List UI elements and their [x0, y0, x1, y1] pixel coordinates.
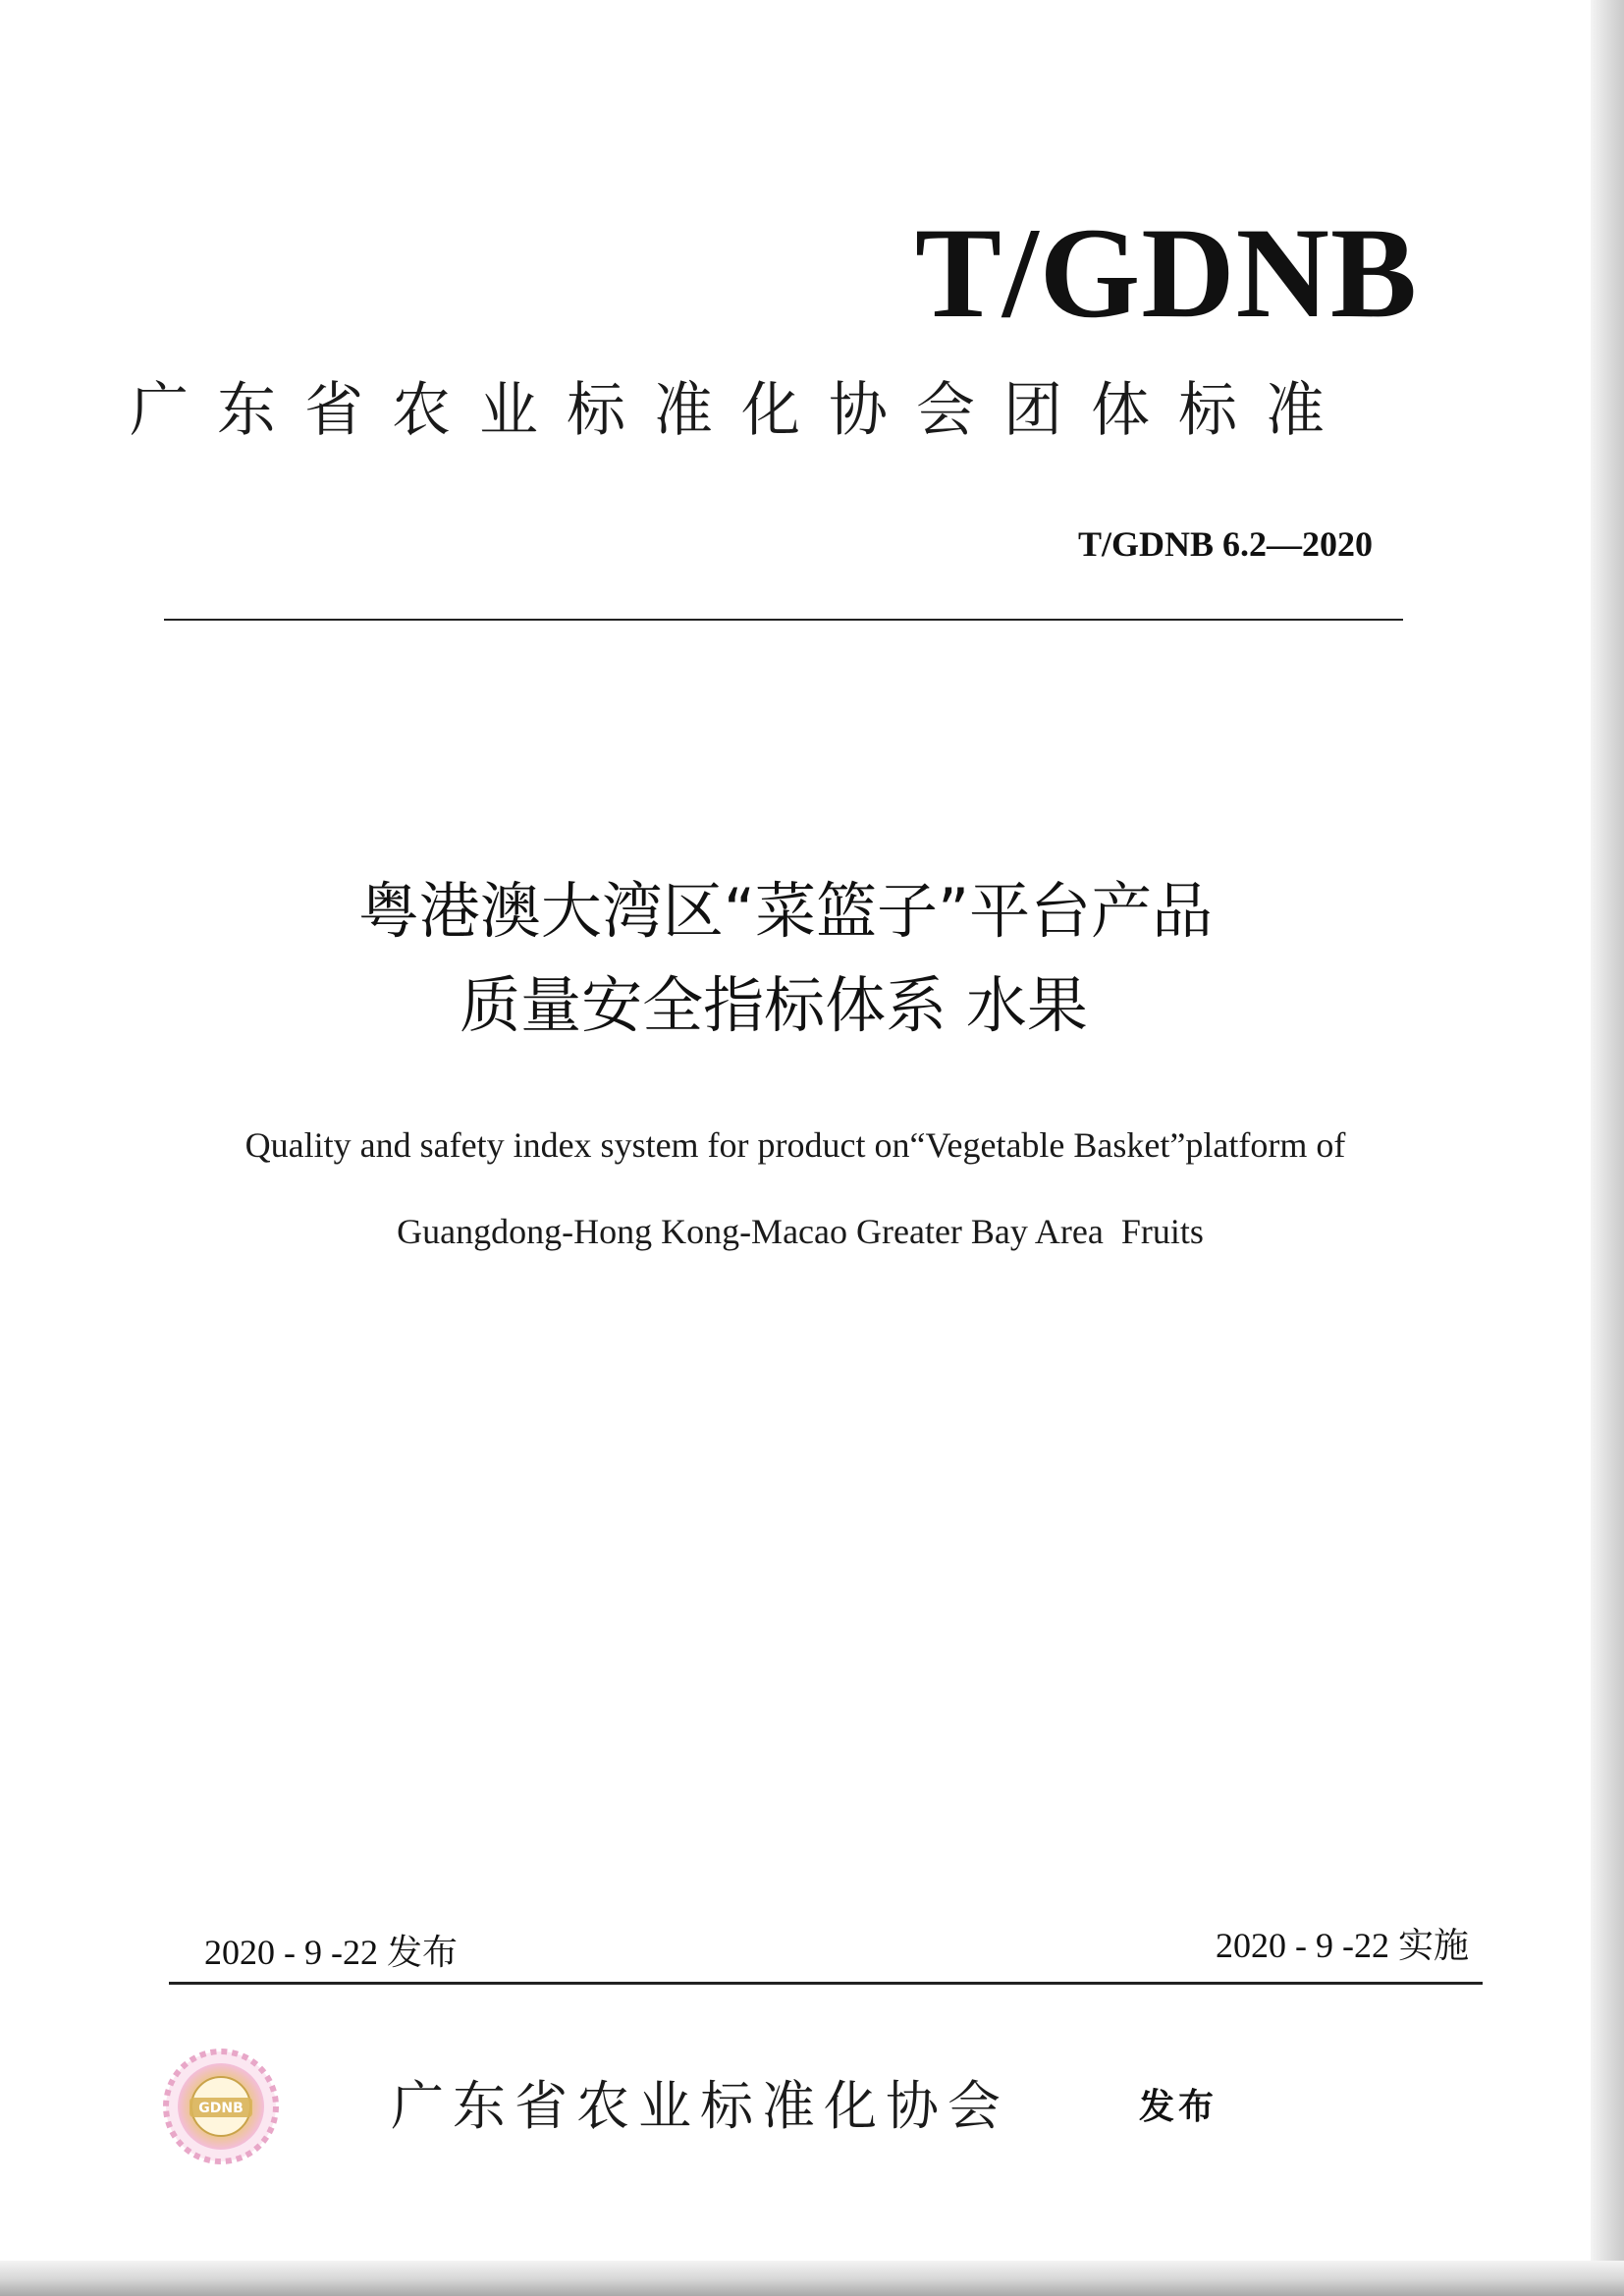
title-zh-line1: 粤港澳大湾区“菜篮子”平台产品 [357, 875, 1214, 947]
svg-text:GDNB: GDNB [198, 2101, 244, 2116]
implementation-date: 2020 - 9 -22 实施 [1216, 1926, 1469, 1965]
standard-number: T/GDNB 6.2—2020 [1077, 524, 1373, 564]
organization-standard-title: 广东省农业标准化协会团体标准 [130, 376, 1353, 445]
title-en-line2: Guangdong-Hong Kong-Macao Greater Bay Area Fruits [397, 1212, 1204, 1251]
standard-code: T/GDNB [914, 200, 1418, 345]
top-divider [164, 619, 1403, 621]
title-en-line1: Quality and safety index system for product on“Vegetable Basket”platform of [244, 1125, 1346, 1165]
publish-label: 发布 [1139, 2087, 1218, 2127]
publisher-name: 广东省农业标准化协会 [391, 2075, 1009, 2137]
scan-edge-bottom [0, 2261, 1624, 2296]
bottom-divider [169, 1982, 1483, 1985]
title-zh-line2: 质量安全指标体系 水果 [460, 969, 1088, 1041]
gdnb-seal-icon [157, 2043, 285, 2170]
issue-date: 2020 - 9 -22 发布 [204, 1933, 458, 1972]
